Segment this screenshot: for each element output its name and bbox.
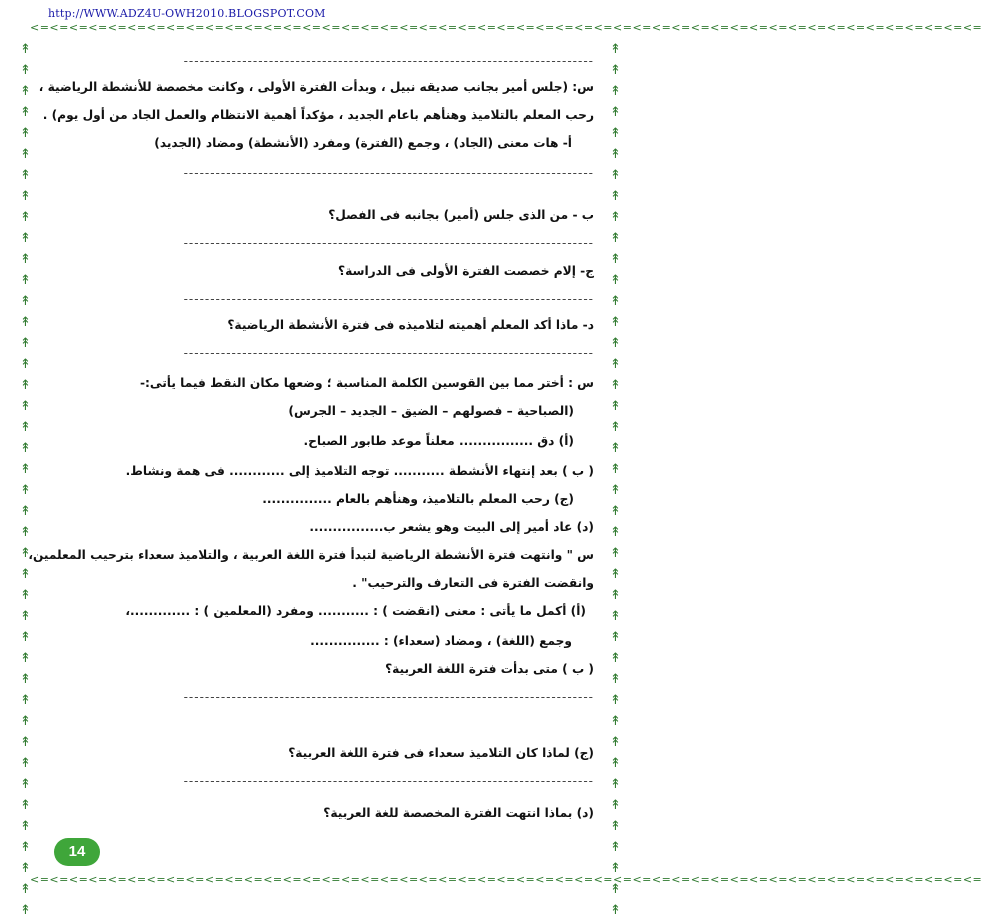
q1-part-a: أ- هات معنى (الجاد) ، وجمع (الفترة) ومفرد (الأنشطة) ومضاد (الجديد) bbox=[154, 136, 572, 150]
q2-word-options: (الصباحية – فصولهم – الضيق – الجديد – الجرس) bbox=[288, 404, 574, 418]
separator-line: ----------------------------------------------------------------------------- bbox=[183, 54, 594, 68]
header-url: http://WWW.ADZ4U-OWH2010.BLOGSPOT.COM bbox=[48, 7, 326, 20]
answer-line: ----------------------------------------------------------------------------- bbox=[183, 166, 594, 180]
page-number-badge: 14 bbox=[54, 838, 100, 866]
q3-passage-line2: وانقضت الفترة فى التعارف والترحيب" . bbox=[352, 576, 594, 590]
q3-part-c: (ج) لماذا كان التلاميذ سعداء فى فترة اللغة العربية؟ bbox=[288, 746, 594, 760]
q2-item-c: (ج) رحب المعلم بالتلاميذ، وهنأهم بالعام ............... bbox=[262, 492, 574, 506]
q3-part-b: ( ب ) متى بدأت فترة اللغة العربية؟ bbox=[385, 662, 594, 676]
q3-part-a-line1: (أ) أكمل ما يأتى : معنى (انقضت ) : ........... ومفرد (المعلمين ) : .............، bbox=[125, 604, 586, 618]
q1-part-d: د- ماذا أكد المعلم أهميته لتلاميذه فى فترة الأنشطة الرياضية؟ bbox=[227, 318, 594, 332]
answer-line: ----------------------------------------------------------------------------- bbox=[183, 292, 594, 306]
q3-passage-line1: س " وانتهت فترة الأنشطة الرياضية لتبدأ فترة اللغة العربية ، والتلاميذ سعداء بترحيب المعلمين، bbox=[28, 548, 594, 562]
q1-passage-line1: س: (جلس أمير بجانب صديقه نبيل ، وبدأت الفترة الأولى ، وكانت مخصصة للأنشطة الرياضية ، bbox=[38, 80, 594, 94]
q3-part-a-line2: وجمع (اللغة) ، ومضاد (سعداء) : ............... bbox=[310, 634, 572, 648]
q2-item-d: (د) عاد أمير إلى البيت وهو يشعر ب................ bbox=[309, 520, 594, 534]
answer-line: ----------------------------------------------------------------------------- bbox=[183, 236, 594, 250]
answer-line: ----------------------------------------------------------------------------- bbox=[183, 346, 594, 360]
q1-part-c: ج- إلام خصصت الفترة الأولى فى الدراسة؟ bbox=[338, 264, 594, 278]
bottom-decorative-border: <=<=<=<=<=<=<=<=<=<=<=<=<=<=<=<=<=<=<=<=<=<=<=<=<=<=<=<=<=<=<=<=<=<=<=<=<=<=<=<=<=<=<=<=<=<=<=<=<= bbox=[30, 873, 982, 886]
q2-instruction: س : أختر مما بين القوسين الكلمة المناسبة ؛ وضعها مكان النقط فيما يأتى:- bbox=[139, 376, 594, 390]
q2-item-a: (أ) دق ................ معلناً موعد طابور الصباح. bbox=[303, 434, 574, 448]
q2-item-b: ( ب ) بعد إنتهاء الأنشطة ........... توجه التلاميذ إلى ............ فى همة ونشاط. bbox=[125, 464, 594, 478]
answer-line: ----------------------------------------------------------------------------- bbox=[183, 774, 594, 788]
top-decorative-border: <=<=<=<=<=<=<=<=<=<=<=<=<=<=<=<=<=<=<=<=<=<=<=<=<=<=<=<=<=<=<=<=<=<=<=<=<=<=<=<=<=<=<=<=<=<=<=<=<= bbox=[30, 21, 982, 34]
q3-part-d: (د) بماذا انتهت الفترة المخصصة للغة العربية؟ bbox=[323, 806, 594, 820]
q1-passage-line2: رحب المعلم بالتلاميذ وهنأهم باعام الجديد ، مؤكداً أهمية الانتظام والعمل الجاد من أول يوم) . bbox=[42, 108, 594, 122]
q1-part-b: ب - من الذى جلس (أمير) بجانبه فى الفصل؟ bbox=[328, 208, 594, 222]
left-decorative-border: ↟↟↟↟↟↟↟↟↟↟↟↟↟↟↟↟↟↟↟↟↟↟↟↟↟↟↟↟↟↟↟↟↟↟↟↟↟↟↟↟↟↟ bbox=[18, 42, 33, 924]
answer-line: ----------------------------------------------------------------------------- bbox=[183, 690, 594, 704]
right-decorative-border: ↟↟↟↟↟↟↟↟↟↟↟↟↟↟↟↟↟↟↟↟↟↟↟↟↟↟↟↟↟↟↟↟↟↟↟↟↟↟↟↟↟↟ bbox=[608, 42, 623, 924]
